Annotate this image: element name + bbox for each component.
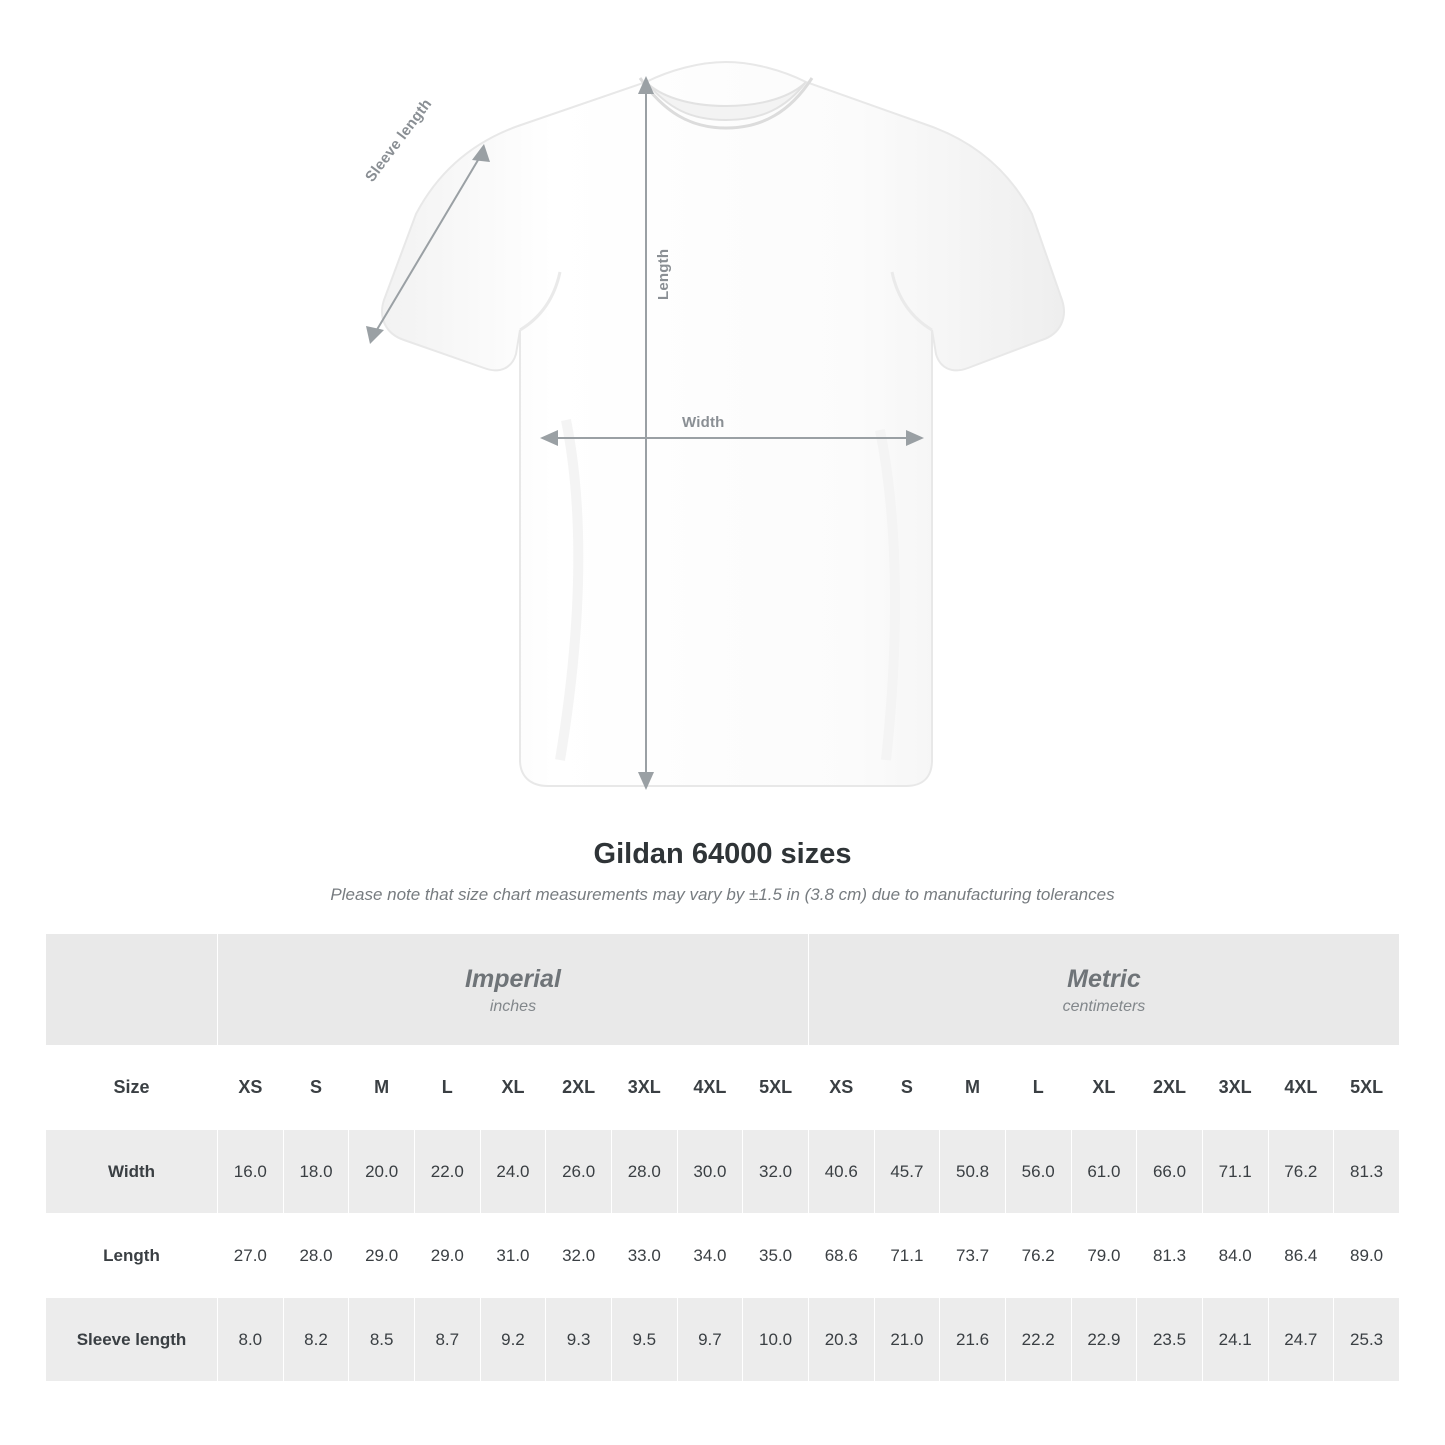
- measurement-cell: 66.0: [1137, 1130, 1203, 1214]
- measurement-cell: 79.0: [1071, 1214, 1137, 1298]
- size-table-wrapper: [45, 933, 1400, 1382]
- measurement-cell: 71.1: [874, 1214, 940, 1298]
- measurement-cell: 32.0: [546, 1214, 612, 1298]
- unit-header-metric: [808, 934, 1399, 1046]
- unit-name-metric: Metric: [1067, 964, 1141, 993]
- measurement-cell: 22.9: [1071, 1298, 1137, 1382]
- measurement-cell: 21.0: [874, 1298, 940, 1382]
- size-table: [45, 933, 1400, 1382]
- measurement-cell: 29.0: [414, 1214, 480, 1298]
- unit-name-imperial: Imperial: [465, 964, 561, 993]
- measurement-cell: 61.0: [1071, 1130, 1137, 1214]
- measurement-cell: 73.7: [940, 1214, 1006, 1298]
- size-header-cell: S: [283, 1046, 349, 1130]
- measurement-cell: 81.3: [1334, 1130, 1400, 1214]
- measurement-cell: 25.3: [1334, 1298, 1400, 1382]
- size-header-row: [46, 1046, 1400, 1130]
- measurement-cell: 10.0: [743, 1298, 809, 1382]
- measurement-cell: 76.2: [1268, 1130, 1334, 1214]
- measurement-cell: 20.0: [349, 1130, 415, 1214]
- size-header-cell: XL: [1071, 1046, 1137, 1130]
- measurement-cell: 89.0: [1334, 1214, 1400, 1298]
- measurement-cell: 26.0: [546, 1130, 612, 1214]
- width-label: Width: [682, 414, 725, 431]
- measurement-cell: 24.7: [1268, 1298, 1334, 1382]
- measurement-cell: 33.0: [611, 1214, 677, 1298]
- size-header-cell: 3XL: [611, 1046, 677, 1130]
- measurement-cell: 8.7: [414, 1298, 480, 1382]
- size-header-cell: 4XL: [1268, 1046, 1334, 1130]
- measurement-cell: 9.2: [480, 1298, 546, 1382]
- measurement-cell: 24.0: [480, 1130, 546, 1214]
- length-label: Length: [655, 248, 672, 300]
- title-block: [0, 838, 1445, 905]
- page-title: Gildan 64000 sizes: [593, 838, 852, 870]
- measurement-cell: 8.5: [349, 1298, 415, 1382]
- measurement-cell: 23.5: [1137, 1298, 1203, 1382]
- size-header-cell: M: [349, 1046, 415, 1130]
- size-header-cell: XS: [218, 1046, 284, 1130]
- measurement-cell: 20.3: [808, 1298, 874, 1382]
- tolerance-note: Please note that size chart measurements may vary by ±1.5 in (3.8 cm) due to manufacturing tolerances: [330, 885, 1115, 904]
- measurement-cell: 16.0: [218, 1130, 284, 1214]
- unit-header-spacer: [46, 934, 218, 1046]
- measurement-cell: 22.2: [1005, 1298, 1071, 1382]
- row-header-length: Length: [46, 1214, 218, 1298]
- size-header-cell: 5XL: [743, 1046, 809, 1130]
- unit-sub-metric: centimeters: [1062, 997, 1146, 1015]
- measurement-cell: 32.0: [743, 1130, 809, 1214]
- measurement-cell: 86.4: [1268, 1214, 1334, 1298]
- size-header-cell: S: [874, 1046, 940, 1130]
- size-header-cell: 2XL: [546, 1046, 612, 1130]
- measurement-cell: 29.0: [349, 1214, 415, 1298]
- row-header-width: Width: [46, 1130, 218, 1214]
- measurement-cell: 81.3: [1137, 1214, 1203, 1298]
- size-header-cell: 5XL: [1334, 1046, 1400, 1130]
- measurement-cell: 27.0: [218, 1214, 284, 1298]
- size-header-cell: XS: [808, 1046, 874, 1130]
- measurement-cell: 30.0: [677, 1130, 743, 1214]
- measurement-cell: 84.0: [1202, 1214, 1268, 1298]
- measurement-cell: 34.0: [677, 1214, 743, 1298]
- measurement-cell: 8.2: [283, 1298, 349, 1382]
- unit-sub-imperial: inches: [489, 997, 537, 1015]
- measurement-cell: 35.0: [743, 1214, 809, 1298]
- measurement-cell: 28.0: [611, 1130, 677, 1214]
- size-header-cell: XL: [480, 1046, 546, 1130]
- size-header-cell: L: [414, 1046, 480, 1130]
- size-header-cell: 3XL: [1202, 1046, 1268, 1130]
- row-header-sleeve-length: Sleeve length: [46, 1298, 218, 1382]
- measurement-cell: 71.1: [1202, 1130, 1268, 1214]
- measurement-cell: 9.7: [677, 1298, 743, 1382]
- unit-header-imperial: [218, 934, 809, 1046]
- size-header-cell: 4XL: [677, 1046, 743, 1130]
- measurement-cell: 56.0: [1005, 1130, 1071, 1214]
- size-header-cell: 2XL: [1137, 1046, 1203, 1130]
- table-row: [46, 1214, 1400, 1298]
- measurement-cell: 9.3: [546, 1298, 612, 1382]
- measurement-cell: 76.2: [1005, 1214, 1071, 1298]
- size-header-cell: L: [1005, 1046, 1071, 1130]
- size-header-cell: M: [940, 1046, 1006, 1130]
- measurement-cell: 45.7: [874, 1130, 940, 1214]
- measurement-cell: 50.8: [940, 1130, 1006, 1214]
- table-row: [46, 1130, 1400, 1214]
- measurement-cell: 68.6: [808, 1214, 874, 1298]
- row-header-size: Size: [46, 1046, 218, 1130]
- measurement-cell: 22.0: [414, 1130, 480, 1214]
- table-row: [46, 1298, 1400, 1382]
- measurement-cell: 18.0: [283, 1130, 349, 1214]
- measurement-cell: 21.6: [940, 1298, 1006, 1382]
- measurement-cell: 8.0: [218, 1298, 284, 1382]
- measurement-cell: 24.1: [1202, 1298, 1268, 1382]
- measurement-cell: 31.0: [480, 1214, 546, 1298]
- measurement-cell: 40.6: [808, 1130, 874, 1214]
- unit-header-row: [46, 934, 1400, 1046]
- sleeve-length-label: Sleeve length: [362, 95, 436, 186]
- measurement-cell: 9.5: [611, 1298, 677, 1382]
- measurement-cell: 28.0: [283, 1214, 349, 1298]
